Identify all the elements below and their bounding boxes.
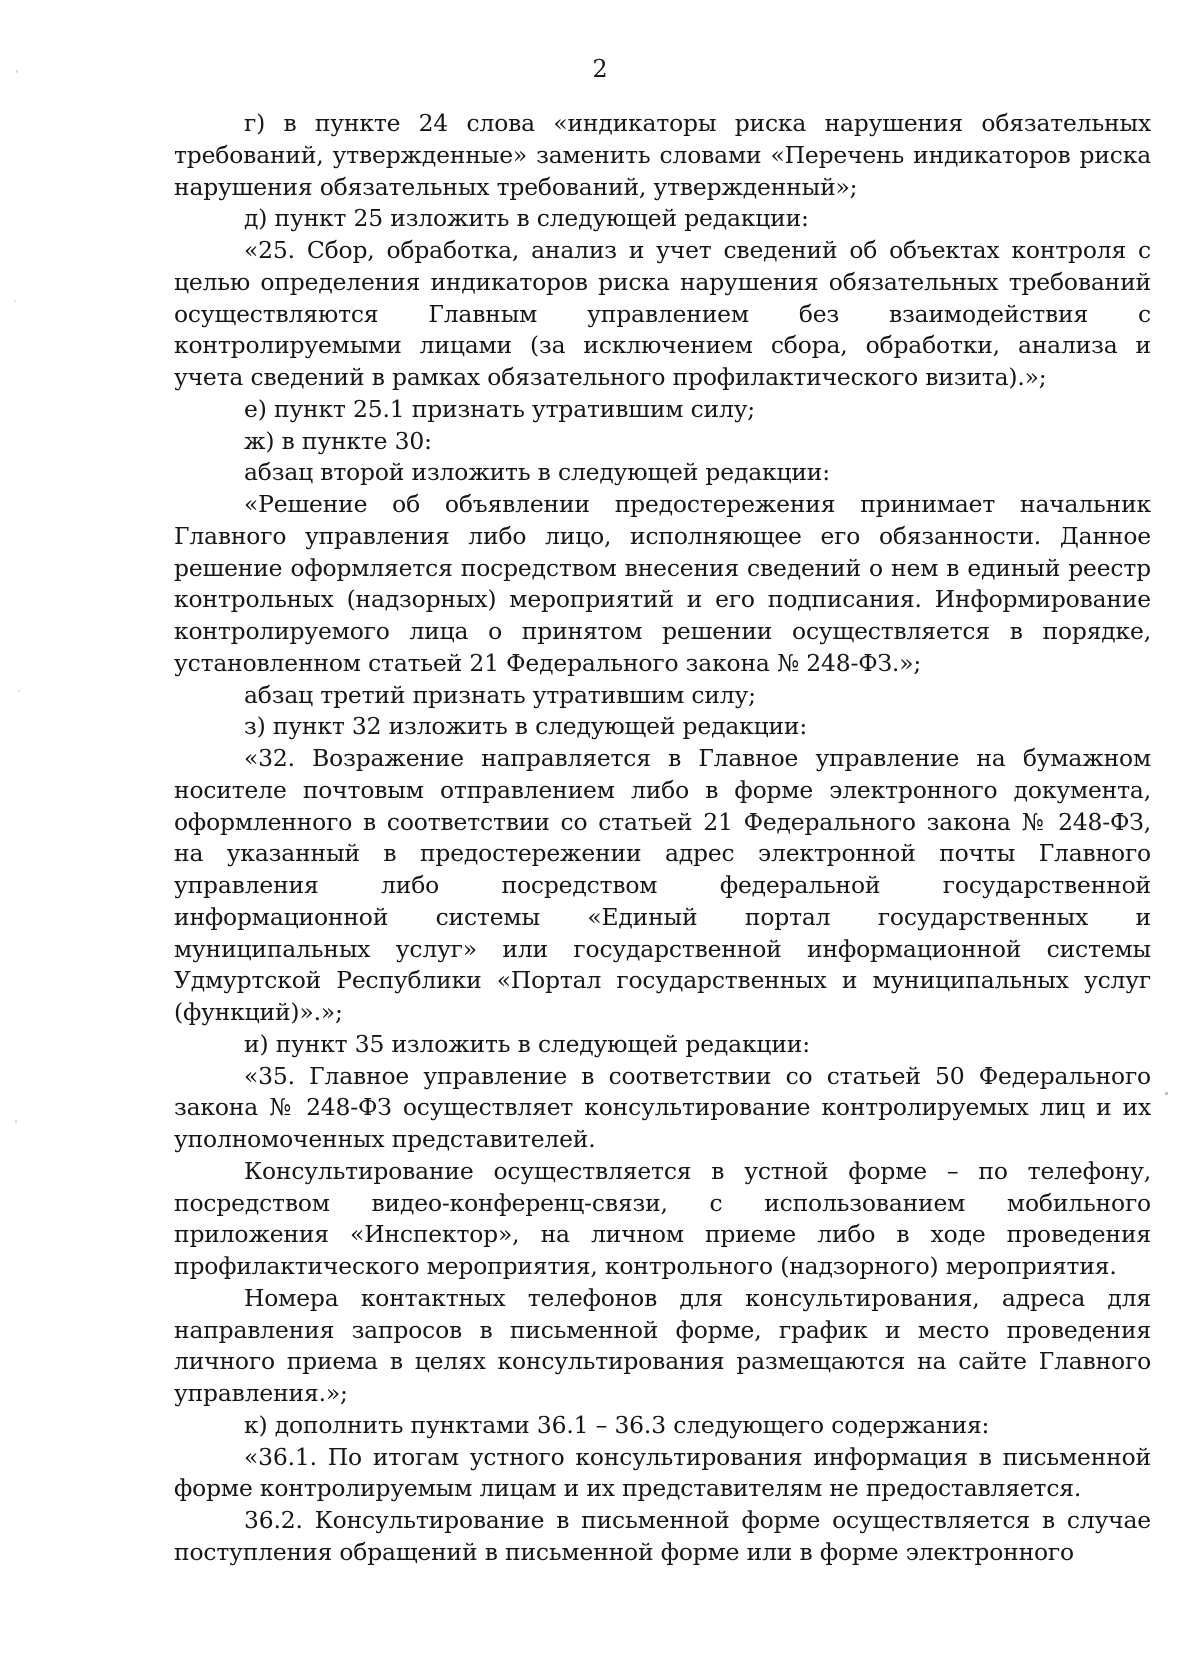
paragraph-abzac-third: абзац третий признать утратившим силу;	[244, 680, 756, 709]
scan-speck	[15, 1120, 17, 1123]
paragraph-amendment-z: з) пункт 32 изложить в следующей редакции:	[244, 712, 808, 741]
paragraph-consulting-oral: Консультирование осуществляется в устной форме – по телефону, посредством видео-конференц-связи, с использованием мобильного приложения «Инспектор», на личном приеме либо в ходе проведения профилактического мероприятия, контрольного (надзорного) мероприятия.	[174, 1156, 1151, 1280]
scan-speck	[14, 300, 16, 302]
scan-speck	[16, 70, 18, 73]
paragraph-amendment-d: д) пункт 25 изложить в следующей редакции:	[244, 204, 809, 233]
paragraph-amendment-i: и) пункт 35 изложить в следующей редакции:	[244, 1029, 810, 1058]
paragraph-clause-32: «32. Возражение направляется в Главное управление на бумажном носителе почтовым отправлением либо в форме электронного документа, оформленного в соответствии со статьей 21 Федерального закона № 248-ФЗ, на указанный в предостережении адрес электронной почты Главного управления либо посредством федеральной государственной информационной системы «Единый портал государственных и муниципальных услуг» или государственной информационной системы Удмуртской Республики «Портал государственных и муниципальных услуг (функций)».»;	[174, 744, 1151, 1026]
paragraph-clause-36-1: «36.1. По итогам устного консультирования информация в письменной форме контролируемым лицам и их представителям не предоставляется.	[174, 1442, 1151, 1503]
scan-speck	[1165, 1092, 1168, 1095]
scan-speck	[18, 690, 20, 692]
paragraph-amendment-zh: ж) в пункте 30:	[244, 426, 432, 455]
paragraph-amendment-g: г) в пункте 24 слова «индикаторы риска нарушения обязательных требований, утвержденные» заменить словами «Перечень индикаторов риска нарушения обязательных требований, утвержденный»;	[174, 109, 1151, 201]
paragraph-abzac-second: абзац второй изложить в следующей редакции:	[244, 458, 830, 487]
page-number: 2	[592, 55, 608, 83]
paragraph-clause-35: «35. Главное управление в соответствии со статьей 50 Федерального закона № 248-ФЗ осуществляет консультирование контролируемых лиц и их уполномоченных представителей.	[174, 1061, 1151, 1153]
paragraph-clause-36-2: 36.2. Консультирование в письменной форме осуществляется в случае поступления обращений в письменной форме или в форме электронного	[174, 1506, 1151, 1566]
document-body	[174, 108, 1151, 1569]
paragraph-clause-25: «25. Сбор, обработка, анализ и учет сведений об объектах контроля с целью определения индикаторов риска нарушения обязательных требований осуществляются Главным управлением без взаимодействия с контролируемыми лицами (за исключением сбора, обработки, анализа и учета сведений в рамках обязательного профилактического визита).»;	[174, 236, 1151, 391]
paragraph-amendment-e: е) пункт 25.1 признать утратившим силу;	[244, 394, 756, 423]
paragraph-amendment-k: к) дополнить пунктами 36.1 – 36.3 следующего содержания:	[244, 1410, 990, 1439]
paragraph-warning-decision: «Решение об объявлении предостережения принимает начальник Главного управления либо лицо, исполняющее его обязанности. Данное решение оформляется посредством внесения сведений о нем в единый реестр контрольных (надзорных) мероприятий и его подписания. Информирование контролируемого лица о принятом решении осуществляется в порядке, установленном статьей 21 Федерального закона № 248-ФЗ.»;	[174, 490, 1151, 677]
paragraph-consulting-contacts: Номера контактных телефонов для консультирования, адреса для направления запросов в письменной форме, график и место проведения личного приема в целях консультирования размещаются на сайте Главного управления.»;	[174, 1283, 1151, 1407]
